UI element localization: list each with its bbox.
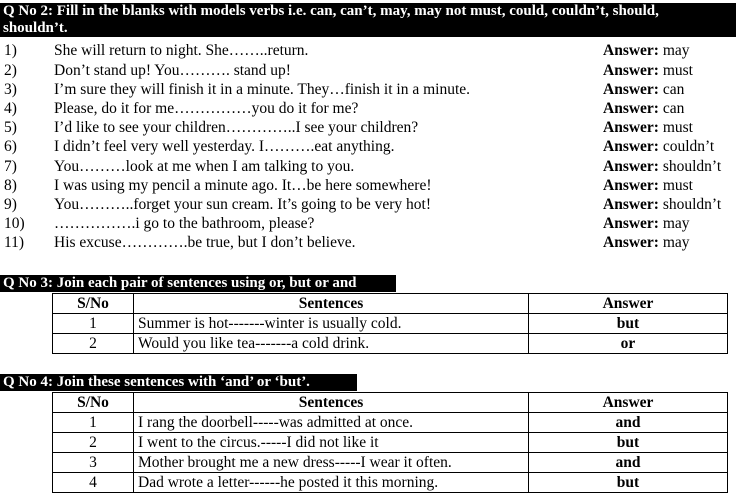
list-item: [0, 214, 736, 233]
item-sentence: She will return to night. She……..return.: [54, 42, 309, 59]
q3-heading: Q No 3: Join each pair of sentences using or, but or and: [0, 275, 396, 292]
table-row: [53, 334, 728, 354]
item-answer: [603, 137, 714, 156]
cell-answer: but: [529, 433, 728, 453]
answer-value: may: [662, 234, 690, 251]
cell-sno: 3: [53, 453, 134, 473]
answer-label: Answer:: [603, 42, 659, 59]
cell-sentence: Would you like tea-------a cold drink.: [134, 334, 529, 354]
cell-sentence: Dad wrote a letter------he posted it this morning.: [134, 473, 529, 493]
item-sentence: I’m sure they will finish it in a minute. They…finish it in a minute.: [54, 81, 471, 98]
table-header-row: [53, 294, 728, 314]
item-sentence: I didn’t feel very well yesterday. I……….eat anything.: [54, 138, 395, 155]
cell-sno: 1: [53, 413, 134, 433]
answer-label: Answer:: [603, 234, 659, 251]
answer-label: Answer:: [603, 158, 659, 175]
cell-sentence: Mother brought me a new dress-----I wear it often.: [134, 453, 529, 473]
column-header-answer: Answer: [529, 294, 728, 314]
item-number: 10): [4, 215, 25, 232]
item-answer: [603, 118, 693, 137]
answer-value: can: [662, 100, 685, 117]
column-header-sno: S/No: [53, 393, 134, 413]
item-sentence: Don’t stand up! You………. stand up!: [54, 62, 291, 79]
answer-label: Answer:: [603, 177, 659, 194]
q2-heading: [0, 3, 736, 37]
item-sentence: You………look at me when I am talking to you.: [54, 158, 355, 175]
item-answer: [603, 41, 690, 60]
answer-label: Answer:: [603, 138, 659, 155]
list-item: [0, 41, 736, 60]
table-header-row: [53, 393, 728, 413]
item-number: 5): [4, 119, 17, 136]
cell-sentence: I went to the circus.-----I did not like it: [134, 433, 529, 453]
cell-answer: but: [529, 314, 728, 334]
list-item: [0, 61, 736, 80]
answer-label: Answer:: [603, 62, 659, 79]
cell-sentence: I rang the doorbell-----was admitted at once.: [134, 413, 529, 433]
table-row: [53, 453, 728, 473]
item-answer: [603, 61, 693, 80]
answer-label: Answer:: [603, 100, 659, 117]
answer-value: shouldn’t: [662, 196, 722, 213]
answer-label: Answer:: [603, 215, 659, 232]
item-answer: [603, 99, 684, 118]
answer-value: must: [662, 119, 693, 136]
q3-table: [52, 293, 728, 354]
item-number: 4): [4, 100, 17, 117]
item-sentence: I’d like to see your children…………..I see your children?: [54, 119, 419, 136]
cell-sno: 4: [53, 473, 134, 493]
answer-value: can: [662, 81, 685, 98]
item-number: 11): [4, 234, 25, 251]
cell-sentence: Summer is hot-------winter is usually cold.: [134, 314, 529, 334]
answer-label: Answer:: [603, 196, 659, 213]
q2-heading-line2: shouldn’t.: [3, 20, 68, 36]
cell-sno: 2: [53, 433, 134, 453]
item-answer: [603, 176, 693, 195]
item-sentence: His excuse………….be true, but I don’t believe.: [54, 234, 356, 251]
answer-label: Answer:: [603, 81, 659, 98]
column-header-sentences: Sentences: [134, 393, 529, 413]
item-sentence: Please, do it for me……………you do it for me?: [54, 100, 359, 117]
answer-value: may: [662, 215, 690, 232]
cell-answer: and: [529, 413, 728, 433]
table-row: [53, 314, 728, 334]
answer-value: must: [662, 177, 693, 194]
answer-value: couldn’t: [662, 138, 715, 155]
item-number: 7): [4, 158, 17, 175]
item-number: 1): [4, 42, 17, 59]
item-number: 3): [4, 81, 17, 98]
cell-answer: and: [529, 453, 728, 473]
cell-sno: 2: [53, 334, 134, 354]
answer-value: may: [662, 42, 690, 59]
table-row: [53, 433, 728, 453]
item-sentence: You………..forget your sun cream. It’s going to be very hot!: [54, 196, 431, 213]
answer-value: shouldn’t: [662, 158, 722, 175]
list-item: [0, 233, 736, 252]
item-sentence: …………….i go to the bathroom, please?: [54, 215, 315, 232]
column-header-sentences: Sentences: [134, 294, 529, 314]
q4-heading: Q No 4: Join these sentences with ‘and’ or ‘but’.: [0, 374, 357, 391]
item-number: 2): [4, 62, 17, 79]
item-answer: [603, 157, 721, 176]
item-sentence: I was using my pencil a minute ago. It…be here somewhere!: [54, 177, 432, 194]
item-answer: [603, 80, 684, 99]
list-item: [0, 176, 736, 195]
item-number: 6): [4, 138, 17, 155]
table-row: [53, 473, 728, 493]
list-item: [0, 80, 736, 99]
cell-sno: 1: [53, 314, 134, 334]
answer-value: must: [662, 62, 693, 79]
item-answer: [603, 195, 721, 214]
cell-answer: or: [529, 334, 728, 354]
item-answer: [603, 214, 690, 233]
q4-table: [52, 392, 728, 493]
list-item: [0, 157, 736, 176]
column-header-sno: S/No: [53, 294, 134, 314]
list-item: [0, 195, 736, 214]
q2-heading-line1: Q No 2: Fill in the blanks with models verbs i.e. can, can’t, may, may not must, could, couldn’t, should,: [3, 3, 659, 19]
item-number: 8): [4, 177, 17, 194]
item-number: 9): [4, 196, 17, 213]
list-item: [0, 137, 736, 156]
item-answer: [603, 233, 690, 252]
list-item: [0, 118, 736, 137]
list-item: [0, 99, 736, 118]
column-header-answer: Answer: [529, 393, 728, 413]
cell-answer: but: [529, 473, 728, 493]
answer-label: Answer:: [603, 119, 659, 136]
table-row: [53, 413, 728, 433]
